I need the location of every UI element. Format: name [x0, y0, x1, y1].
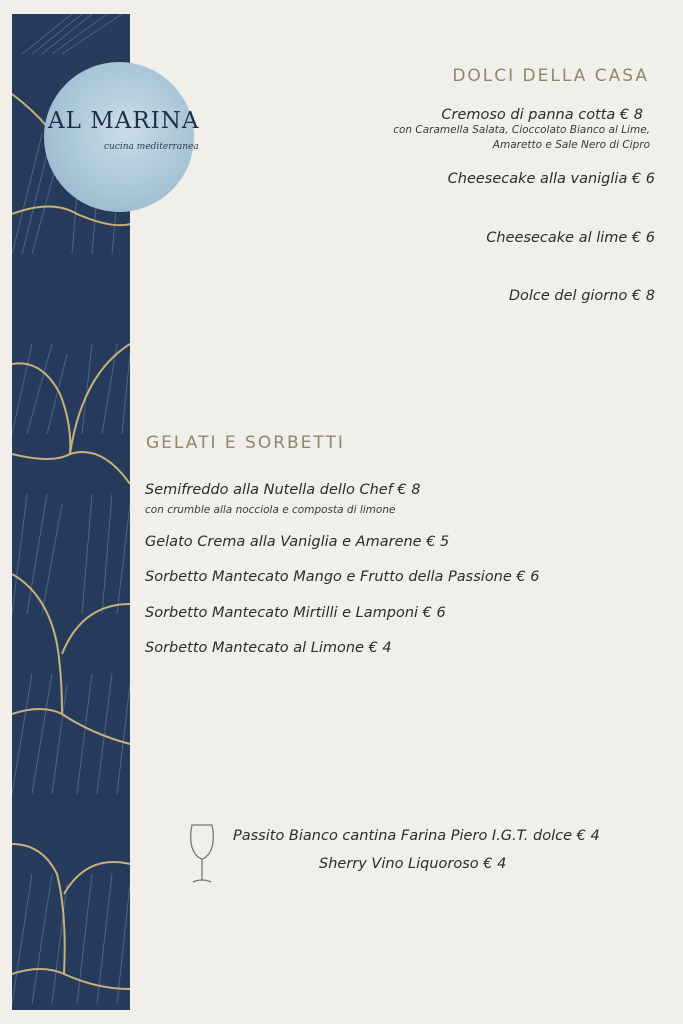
menu-item: Cheesecake al lime € 6	[486, 230, 655, 246]
menu-item: Cheesecake alla vaniglia € 6	[447, 171, 655, 187]
wine-glass-icon	[186, 823, 218, 885]
restaurant-logo	[42, 58, 200, 218]
menu-item: Dolce del giorno € 8	[508, 288, 655, 304]
logo-watercolor-circle	[44, 62, 194, 212]
section-heading-dolci: DOLCI DELLA CASA	[452, 66, 649, 86]
menu-item: Sorbetto Mantecato Mango e Frutto della Passione € 6	[145, 569, 540, 585]
menu-item-note: con Caramella Salata, Cioccolato Bianco al Lime,	[393, 124, 650, 136]
menu-item-note: Amaretto e Sale Nero di Cipro	[492, 139, 650, 151]
menu-item: Sorbetto Mantecato Mirtilli e Lamponi € 6	[145, 605, 446, 621]
menu-item: Cremoso di panna cotta € 8	[441, 107, 643, 123]
menu-item: Sorbetto Mantecato al Limone € 4	[145, 640, 392, 656]
logo-title: AL MARINA	[48, 108, 200, 134]
menu-item: Semifreddo alla Nutella dello Chef € 8	[145, 482, 421, 498]
menu-item: Gelato Crema alla Vaniglia e Amarene € 5	[145, 534, 450, 550]
menu-item-note: con crumble alla nocciola e composta di limone	[145, 504, 396, 516]
wine-item: Sherry Vino Liquoroso € 4	[319, 856, 507, 872]
logo-subtitle: cucina mediterranea	[104, 142, 199, 152]
section-heading-gelati: GELATI E SORBETTI	[146, 433, 345, 453]
wine-item: Passito Bianco cantina Farina Piero I.G.T. dolce € 4	[233, 828, 600, 844]
